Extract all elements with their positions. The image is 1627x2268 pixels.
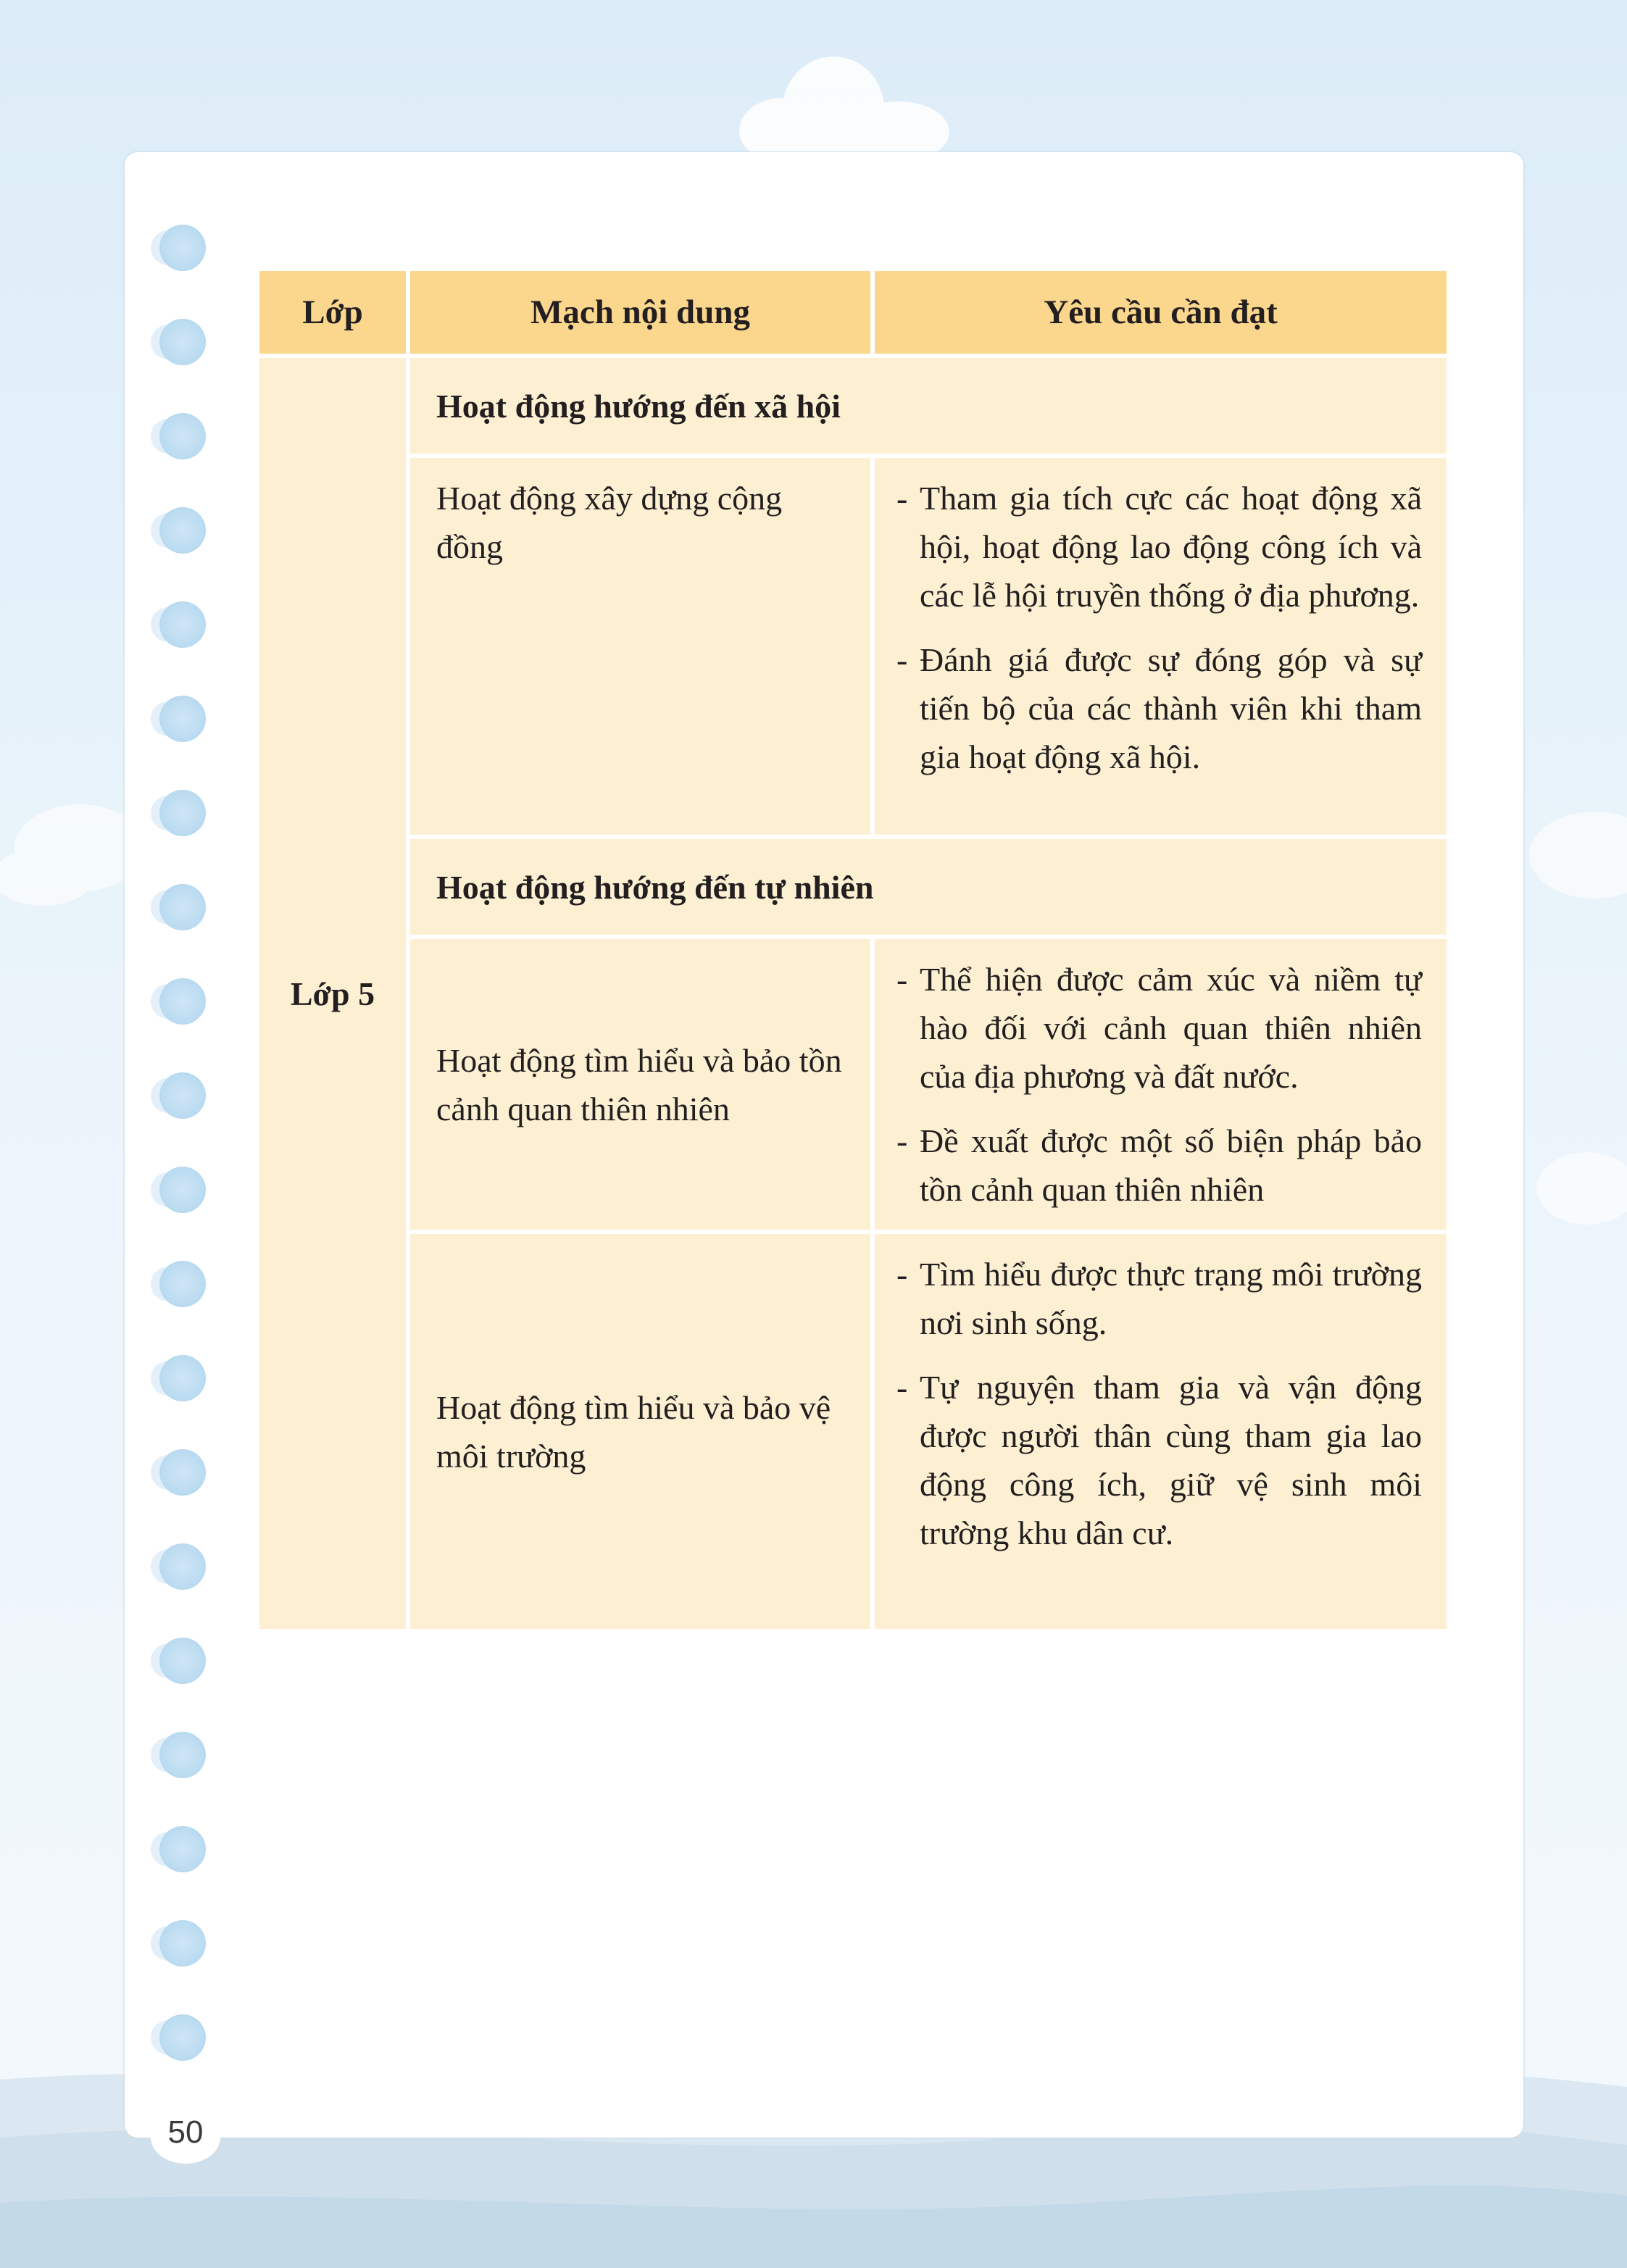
page-number: 50 bbox=[167, 2114, 204, 2150]
bullet-dash: - bbox=[896, 1122, 908, 1159]
table-row bbox=[259, 939, 1447, 1230]
binder-hole-icon bbox=[159, 507, 206, 554]
table-row bbox=[259, 458, 1447, 835]
binder-hole-icon bbox=[159, 601, 206, 648]
binder-hole-icon bbox=[159, 1543, 206, 1590]
bullet-dash: - bbox=[896, 641, 908, 678]
requirement-item bbox=[896, 1363, 1422, 1557]
requirement-item bbox=[896, 1250, 1422, 1347]
table-row bbox=[259, 1234, 1447, 1629]
requirement-text: Tìm hiểu được thực trạng môi trường nơi sinh sống. bbox=[920, 1256, 1422, 1341]
topic-cell: Hoạt động tìm hiểu và bảo vệ môi trường bbox=[410, 1234, 870, 1629]
binder-hole-icon bbox=[159, 1732, 206, 1778]
bullet-dash: - bbox=[896, 961, 908, 998]
requirement-item bbox=[896, 474, 1422, 620]
requirements-cell bbox=[875, 939, 1447, 1230]
binder-hole-icon bbox=[159, 413, 206, 459]
table-row bbox=[259, 839, 1447, 935]
binder-hole-icon bbox=[159, 1826, 206, 1872]
grade-cell: Lớp 5 bbox=[259, 358, 406, 1629]
binder-hole-icon bbox=[159, 1920, 206, 1967]
requirement-item bbox=[896, 955, 1422, 1101]
binder-hole-icon bbox=[159, 1638, 206, 1684]
requirement-item bbox=[896, 1117, 1422, 1214]
binder-hole-icon bbox=[159, 696, 206, 742]
binder-hole-icon bbox=[159, 319, 206, 365]
binder-hole-icon bbox=[159, 1355, 206, 1401]
table-row bbox=[259, 358, 1447, 454]
section-heading: Hoạt động hướng đến xã hội bbox=[410, 358, 1447, 454]
binder-hole-icon bbox=[159, 978, 206, 1025]
bullet-dash: - bbox=[896, 1256, 908, 1293]
binder-hole-icon bbox=[159, 1072, 206, 1119]
requirement-text: Đánh giá được sự đóng góp và sự tiến bộ của các thành viên khi tham gia hoạt động xã hội. bbox=[920, 641, 1422, 775]
binder-hole-icon bbox=[159, 1261, 206, 1307]
binder-hole-icon bbox=[159, 790, 206, 836]
binder-hole-icon bbox=[159, 884, 206, 930]
requirements-cell bbox=[875, 1234, 1447, 1629]
binder-hole-icon bbox=[159, 225, 206, 271]
requirement-text: Tự nguyện tham gia và vận động được người thân cùng tham gia lao động công ích, giữ vệ sinh môi trường khu dân cư. bbox=[920, 1369, 1422, 1551]
requirement-text: Tham gia tích cực các hoạt động xã hội, hoạt động lao động công ích và các lễ hội truyền thống ở địa phương. bbox=[920, 480, 1422, 614]
header-grade: Lớp bbox=[259, 271, 406, 354]
binder-hole-icon bbox=[159, 1167, 206, 1213]
topic-cell: Hoạt động tìm hiểu và bảo tồn cảnh quan thiên nhiên bbox=[410, 939, 870, 1230]
bullet-dash: - bbox=[896, 480, 908, 517]
table-header-row bbox=[259, 271, 1447, 354]
requirement-item bbox=[896, 635, 1422, 781]
binder-hole-icon bbox=[159, 2014, 206, 2061]
curriculum-table bbox=[255, 267, 1451, 1633]
header-content-strand: Mạch nội dung bbox=[410, 271, 870, 354]
requirements-cell bbox=[875, 458, 1447, 835]
section-heading: Hoạt động hướng đến tự nhiên bbox=[410, 839, 1447, 935]
binder-hole-icon bbox=[159, 1449, 206, 1496]
requirement-text: Đề xuất được một số biện pháp bảo tồn cảnh quan thiên nhiên bbox=[920, 1122, 1422, 1208]
header-requirements: Yêu cầu cần đạt bbox=[875, 271, 1447, 354]
topic-cell: Hoạt động xây dựng cộng đồng bbox=[410, 458, 870, 835]
bullet-dash: - bbox=[896, 1369, 908, 1406]
requirement-text: Thể hiện được cảm xúc và niềm tự hào đối với cảnh quan thiên nhiên của địa phương và đất nước. bbox=[920, 961, 1422, 1095]
